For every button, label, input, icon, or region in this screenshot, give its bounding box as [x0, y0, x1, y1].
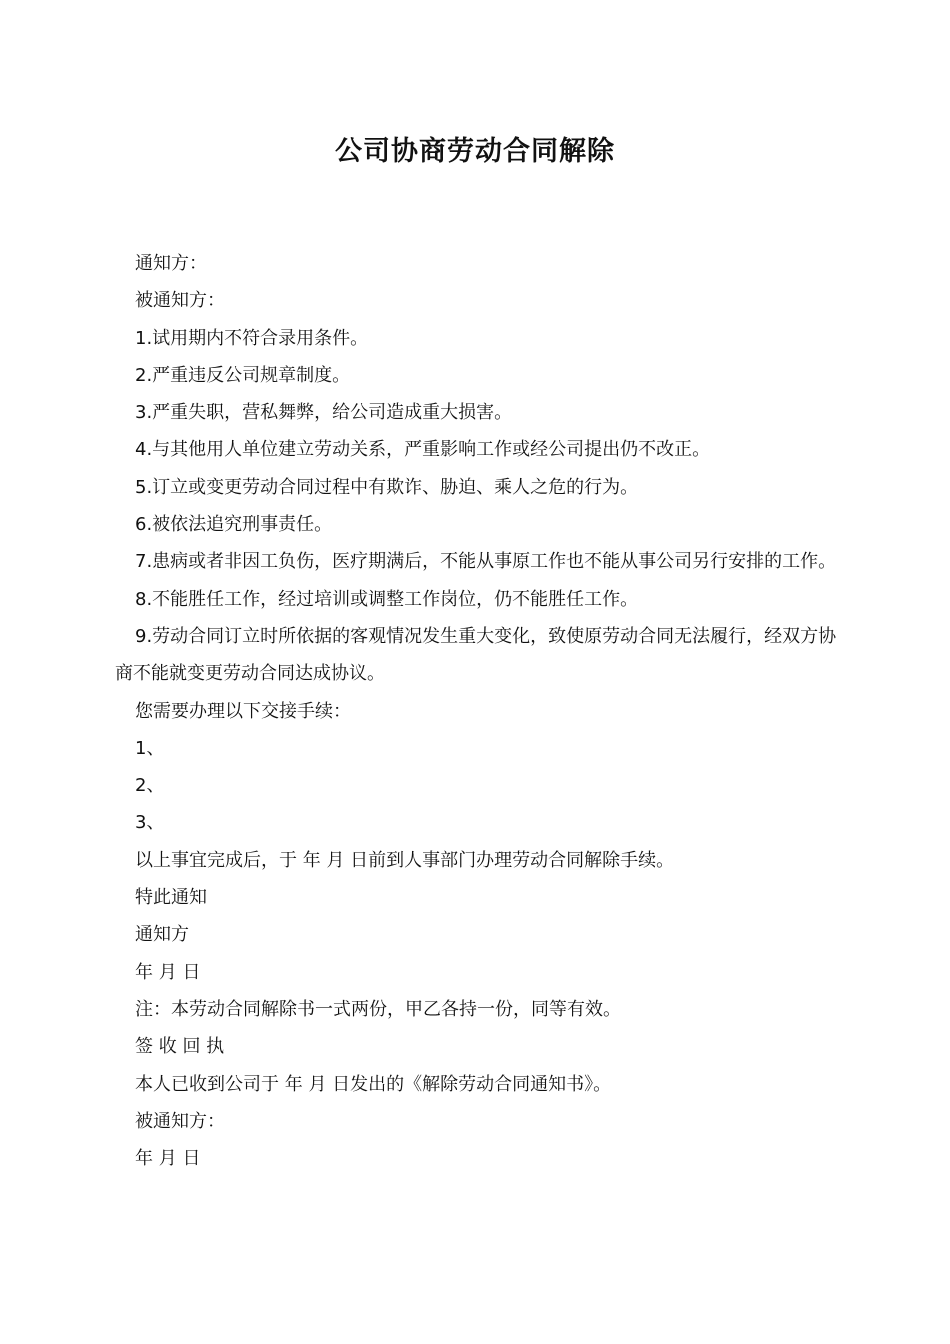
document-body: [115, 245, 840, 1177]
reason-item-3: 3.严重失职，营私舞弊，给公司造成重大损害。: [135, 402, 513, 424]
reason-item-7: 7.患病或者非因工负伤，医疗期满后，不能从事原工作也不能从事公司另行安排的工作。: [135, 551, 837, 573]
reason-item-2: 2.严重违反公司规章制度。: [135, 364, 351, 386]
reason-item-8: 8.不能胜任工作，经过培训或调整工作岗位，仍不能胜任工作。: [135, 588, 639, 610]
handover-item-2: 2、: [135, 775, 165, 797]
handover-item-3: 3、: [135, 812, 165, 834]
receipt-notified-party: 被通知方：: [135, 1110, 225, 1132]
receipt-date: 年 月 日: [135, 1148, 201, 1170]
reason-item-1: 1.试用期内不符合录用条件。: [135, 327, 369, 349]
notifier-signature: 通知方: [135, 924, 189, 946]
reason-item-4: 4.与其他用人单位建立劳动关系，严重影响工作或经公司提出仍不改正。: [135, 439, 711, 461]
receipt-statement: 本人已收到公司于 年 月 日发出的《解除劳动合同通知书》。: [135, 1073, 612, 1095]
reason-item-5: 5.订立或变更劳动合同过程中有欺诈、胁迫、乘人之危的行为。: [135, 476, 639, 498]
notifier-line: 通知方：: [135, 253, 207, 274]
handover-intro: 您需要办理以下交接手续：: [135, 700, 351, 722]
handover-item-1: 1、: [135, 737, 165, 759]
reason-item-9: 9.劳动合同订立时所依据的客观情况发生重大变化，致使原劳动合同无法履行，经双方协商不能就变更劳动合同达成协议。: [115, 625, 837, 685]
notified-party-line: 被通知方：: [135, 290, 225, 312]
receipt-heading: 签 收 回 执: [135, 1036, 225, 1058]
document-title: 公司协商劳动合同解除: [335, 136, 615, 167]
notice-date: 年 月 日: [135, 961, 201, 983]
deadline-instruction: 以上事宜完成后，于 年 月 日前到人事部门办理劳动合同解除手续。: [135, 849, 675, 871]
reason-item-6: 6.被依法追究刑事责任。: [135, 514, 333, 536]
closing-notice: 特此通知: [135, 887, 207, 909]
copies-note: 注：本劳动合同解除书一式两份，甲乙各持一份，同等有效。: [135, 998, 621, 1020]
